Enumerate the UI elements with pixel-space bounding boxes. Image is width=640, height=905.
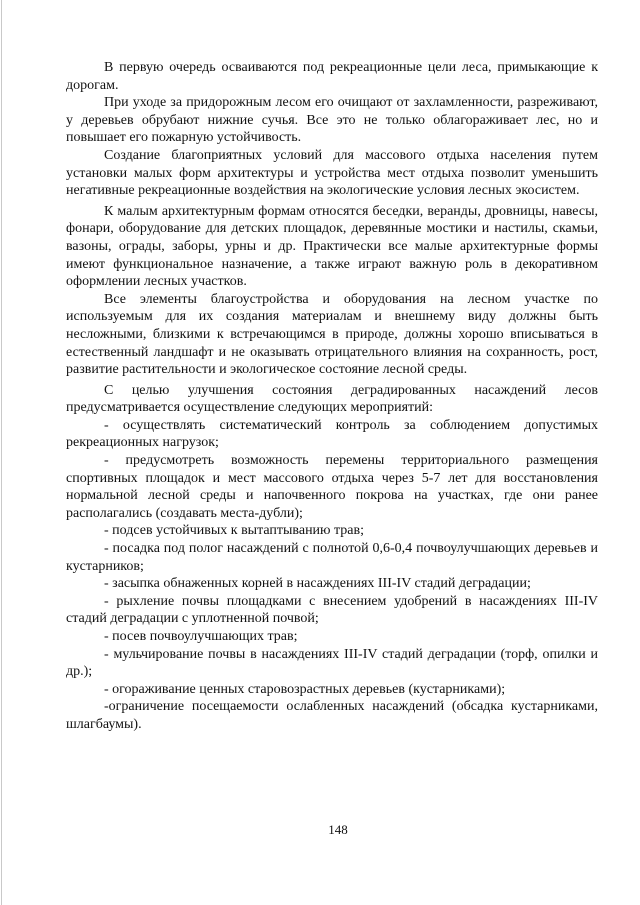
- page-number: 148: [328, 822, 348, 837]
- paragraph-2: При уходе за придорожным лесом его очищают от захламленности, разреживают, у деревьев обрубают нижние сучья. Все это не только облагораживает лес, но и повышает его пожарную устойчивость.: [66, 95, 598, 146]
- list-item-2: - предусмотреть возможность перемены территориального размещения спортивных площадок и мест массового отдыха через 5-7 лет для восстановления нормальной лесной среды и напочвенного покрова на участках, где они ранее располагались (создавать места-дубли);: [66, 453, 598, 521]
- scan-edge-line: [1, 0, 2, 905]
- paragraph-6: С целью улучшения состояния деградированных насаждений лесов предусматривается осуществление следующих мероприятий:: [66, 382, 598, 416]
- paragraph-4: К малым архитектурным формам относятся беседки, веранды, дровницы, навесы, фонари, оборудование для детских площадок, деревянные мостики и настилы, скамьи, вазоны, ограды, заборы, урны и др. Практически все малые архитектурные формы имеют функциональное назначение, а также играют важную роль в декоративном оформлении лесных участков.: [66, 203, 598, 290]
- list-item-1: - осуществлять систематический контроль за соблюдением допустимых рекреационных нагрузок;: [66, 417, 598, 451]
- list-item-8: - мульчирование почвы в насаждениях III-IV стадий деградации (торф, опилки и др.);: [66, 646, 598, 680]
- list-item-4: - посадка под полог насаждений с полнотой 0,6-0,4 почвоулучшающих деревьев и кустарников;: [66, 541, 598, 574]
- paragraph-3: Создание благоприятных условий для массового отдыха населения путем установки малых форм архитектуры и устройства мест отдыха позволит уменьшить негативные рекреационные воздействия на экологические условия лесных экосистем.: [66, 147, 598, 199]
- list-item-5: - засыпка обнаженных корней в насаждениях III-IV стадий деградации;: [104, 576, 531, 592]
- list-item-7: - посев почвоулучшающих трав;: [104, 629, 298, 644]
- list-item-6: - рыхление почвы площадками с внесением удобрений в насаждениях III-IV стадий деградации с уплотненной почвой;: [66, 593, 598, 627]
- paragraph-1: В первую очередь осваиваются под рекреационные цели леса, примыкающие к дорогам.: [66, 60, 598, 93]
- list-item-3: - подсев устойчивых к вытаптыванию трав;: [104, 523, 365, 539]
- list-item-10: -ограничение посещаемости ослабленных насаждений (обсадка кустарниками, шлагбаумы).: [66, 699, 598, 732]
- paragraph-5: Все элементы благоустройства и оборудования на лесном участке по используемым для их создания материалам и внешнему виду должны быть несложными, близкими к встречающимся в природе, должны хорошо вписываться в естественный ландшафт и не оказывать отрицательного влияния на сохранность, рост, развитие растительности и экологическое состояние лесной среды.: [66, 291, 598, 378]
- list-item-9: - огораживание ценных старовозрастных деревьев (кустарниками);: [104, 681, 506, 697]
- body-text: [66, 59, 598, 734]
